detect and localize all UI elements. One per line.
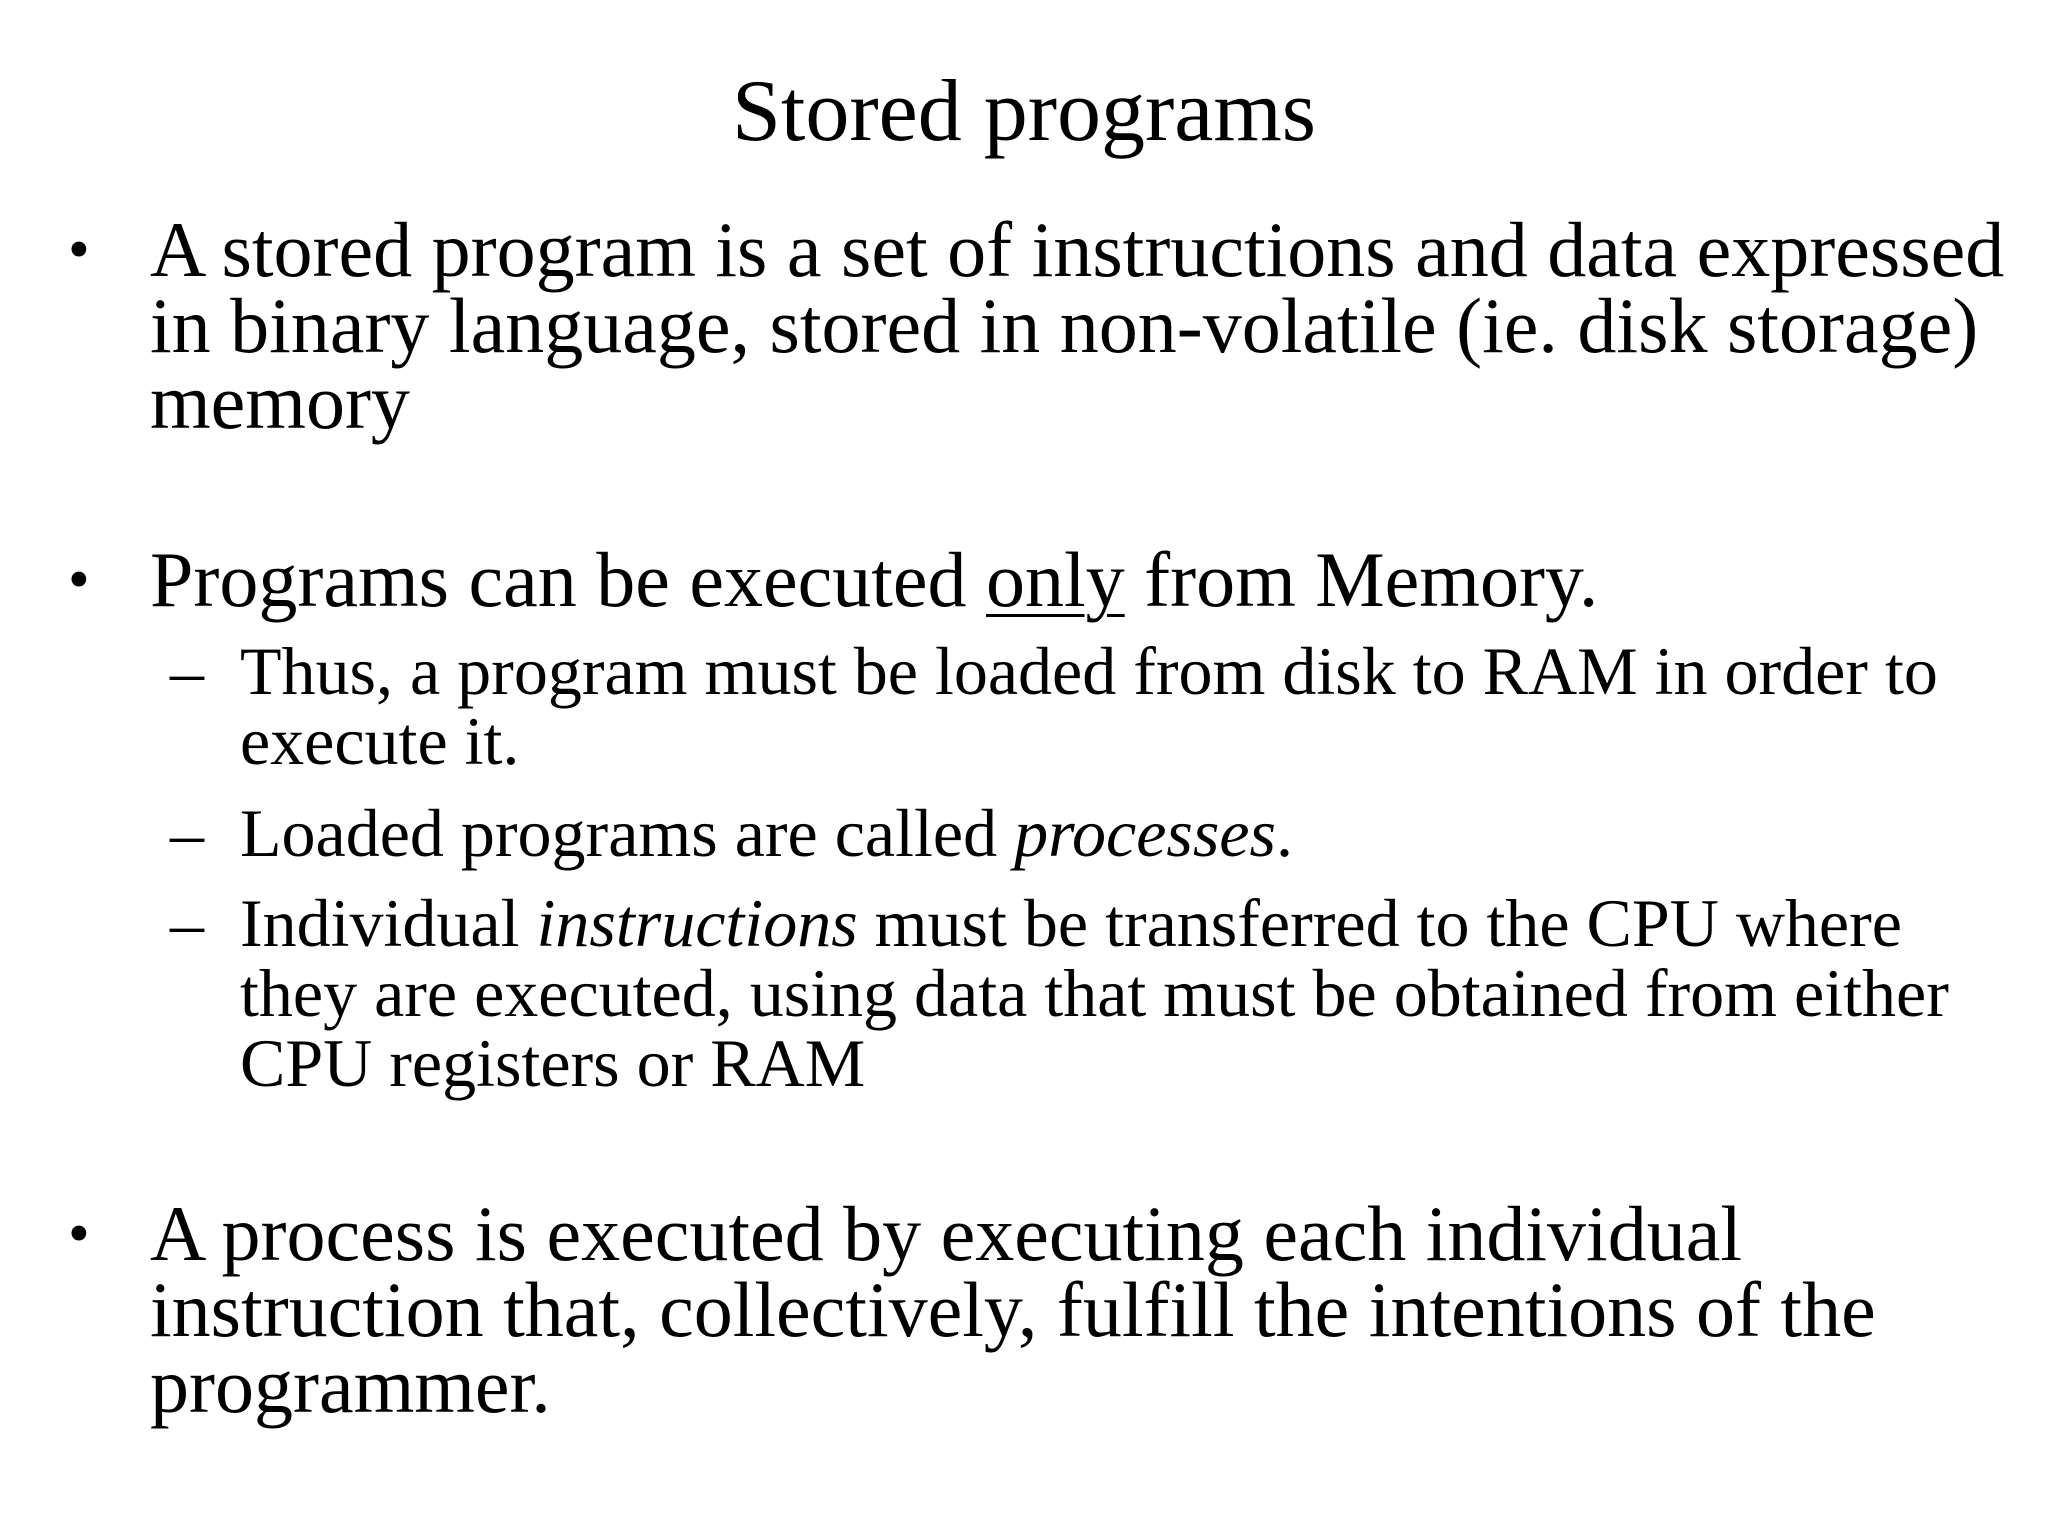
bullet-stored-program <box>68 206 2030 445</box>
subbullet-load-to-ram <box>170 633 2030 779</box>
bullet-text: A process is executed by executing each individual instruction that, collectively, fulfill the intentions of the programmer. <box>150 1190 1876 1429</box>
bullet-marker: • <box>68 216 90 284</box>
bullet-text-before: Programs can be executed <box>150 536 986 623</box>
slide-title: Stored programs <box>731 63 1317 160</box>
subbullet-text: Thus, a program must be loaded from disk to RAM in order to execute it. <box>240 633 1938 779</box>
subbullet-text-after: . <box>1275 795 1293 871</box>
subbullet-text-before: Loaded programs are called <box>240 795 1015 871</box>
dash-marker: – <box>170 885 204 961</box>
dash-marker: – <box>170 795 204 871</box>
bullet-marker: • <box>68 1200 90 1268</box>
bullet-text: A stored program is a set of instructions and data expressed in binary language, stored in non-volatile (ie. disk storage) memory <box>150 206 2005 445</box>
bullet-process-execution <box>68 1190 2030 1429</box>
subbullet-text-after: must be transferred to the CPU where they are executed, using data that must be obtained from either CPU registers or RAM <box>240 885 1949 1101</box>
dash-marker: – <box>170 633 204 709</box>
bullet-executed-from-memory <box>68 536 2030 623</box>
subbullet-processes <box>170 795 2030 871</box>
subbullet-text-italic: processes <box>1014 795 1276 871</box>
subbullet-text-before: Individual <box>240 885 537 961</box>
subbullet-text-italic: instructions <box>536 885 858 961</box>
subbullet-instructions <box>170 885 2030 1101</box>
bullet-marker: • <box>68 546 90 614</box>
bullet-text-after: from Memory. <box>1124 536 1599 623</box>
bullet-text-underlined: only <box>986 536 1125 623</box>
